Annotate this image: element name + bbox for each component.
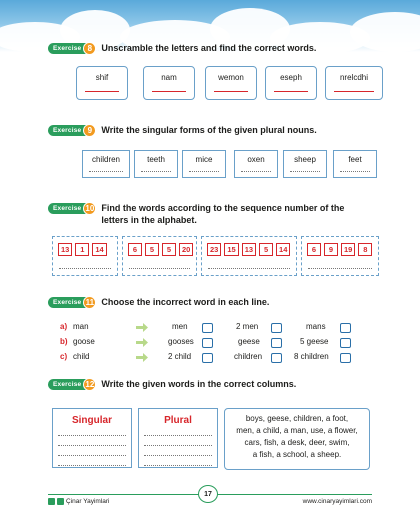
option-checkbox[interactable] — [202, 338, 213, 348]
website[interactable]: www.cinaryayimlari.com — [299, 498, 372, 505]
plural-noun-box[interactable]: feet — [333, 150, 377, 178]
sequence-number: 14 — [92, 243, 106, 256]
sequence-group[interactable] — [301, 236, 379, 276]
plural-column[interactable] — [138, 408, 218, 468]
option-word: 2 men — [236, 322, 259, 331]
exercise-number: 11 — [83, 296, 96, 309]
row-letter: c) — [60, 352, 68, 361]
choice-row — [60, 337, 360, 349]
exercise-number: 12 — [83, 378, 96, 391]
answer-line — [208, 268, 290, 269]
sequence-number: 19 — [341, 243, 355, 256]
base-word: man — [73, 322, 89, 331]
plural-noun-box[interactable]: children — [82, 150, 130, 178]
singular-column[interactable] — [52, 408, 132, 468]
sequence-number: 5 — [145, 243, 159, 256]
option-word: mans — [306, 322, 326, 331]
option-word: 5 geese — [300, 337, 329, 346]
scrambled-word-box[interactable]: wemon — [205, 66, 257, 100]
option-word: gooses — [168, 337, 194, 346]
exercise-number: 8 — [83, 42, 96, 55]
scrambled-word-box[interactable]: nam — [143, 66, 195, 100]
option-checkbox[interactable] — [271, 323, 282, 333]
exercise-badge: Exercise 9 — [48, 125, 94, 136]
option-word: geese — [238, 337, 260, 346]
plural-noun-box[interactable]: teeth — [134, 150, 178, 178]
answer-line — [334, 91, 374, 92]
exercise-9-header — [48, 124, 317, 136]
scrambled-word-box[interactable]: eseph — [265, 66, 317, 100]
option-checkbox[interactable] — [202, 353, 213, 363]
sequence-number: 5 — [259, 243, 273, 256]
answer-line — [89, 171, 123, 172]
scrambled-word-box[interactable]: nrelcdhi — [325, 66, 383, 100]
row-letter: b) — [60, 337, 68, 346]
column-title: Singular — [71, 415, 112, 426]
facebook-icon — [48, 498, 55, 505]
column-title: Plural — [164, 415, 192, 426]
base-word: goose — [73, 337, 95, 346]
answer-line — [85, 91, 119, 92]
sequence-number: 13 — [58, 243, 72, 256]
answer-line — [189, 171, 219, 172]
answer-line — [241, 171, 271, 172]
plural-noun-box[interactable]: mice — [182, 150, 226, 178]
sequence-number: 13 — [242, 243, 256, 256]
exercise-10-header — [48, 202, 344, 226]
exercise-10-title-line1: Find the words according to the sequence number of the — [101, 203, 345, 213]
sequence-number: 1 — [75, 243, 89, 256]
sequence-number: 5 — [162, 243, 176, 256]
sequence-number: 8 — [358, 243, 372, 256]
exercise-badge: Exercise 10 — [48, 203, 94, 214]
exercise-12-title: Write the given words in the correct columns. — [101, 379, 297, 389]
exercise-11-title: Choose the incorrect word in each line. — [101, 297, 270, 307]
scrambled-word-box[interactable]: shif — [76, 66, 128, 100]
sequence-number: 9 — [324, 243, 338, 256]
answer-line — [129, 268, 190, 269]
option-checkbox[interactable] — [340, 353, 351, 363]
choice-row — [60, 352, 360, 364]
plural-noun-box[interactable]: sheep — [283, 150, 327, 178]
sequence-number: 14 — [276, 243, 290, 256]
sequence-number: 20 — [179, 243, 193, 256]
exercise-number: 10 — [83, 202, 96, 215]
sequence-group[interactable] — [122, 236, 197, 276]
exercise-10-title-line2: letters in the alphabet. — [101, 215, 197, 225]
exercise-badge: Exercise 11 — [48, 297, 94, 308]
option-checkbox[interactable] — [271, 353, 282, 363]
choice-row — [60, 322, 360, 334]
option-checkbox[interactable] — [340, 323, 351, 333]
option-word: men — [172, 322, 188, 331]
option-word: 8 children — [294, 352, 329, 361]
answer-line — [214, 91, 248, 92]
option-checkbox[interactable] — [202, 323, 213, 333]
page-number: 17 — [198, 485, 218, 503]
sequence-group[interactable] — [52, 236, 118, 276]
exercise-8-header — [48, 42, 316, 54]
arrow-right-icon — [136, 338, 148, 347]
option-checkbox[interactable] — [271, 338, 282, 348]
answer-line — [290, 171, 320, 172]
page-footer — [48, 484, 372, 504]
word-bank: boys, geese, children, a foot, men, a child, a man, use, a flower, cars, fish, a desk, deer, swim, a fish, a school, a sheep. — [224, 408, 370, 470]
answer-line — [308, 268, 372, 269]
exercise-9-title: Write the singular forms of the given plural nouns. — [101, 125, 317, 135]
answer-line — [152, 91, 186, 92]
arrow-right-icon — [136, 323, 148, 332]
exercise-12-header — [48, 378, 296, 390]
exercise-badge: Exercise 8 — [48, 43, 94, 54]
exercise-badge: Exercise 12 — [48, 379, 94, 390]
option-word: children — [234, 352, 263, 361]
sequence-group[interactable] — [201, 236, 297, 276]
sequence-number: 6 — [307, 243, 321, 256]
option-word: 2 child — [168, 352, 192, 361]
plural-noun-box[interactable]: oxen — [234, 150, 278, 178]
exercise-number: 9 — [83, 124, 96, 137]
sequence-number: 6 — [128, 243, 142, 256]
exercise-11-header — [48, 296, 269, 308]
base-word: child — [73, 352, 90, 361]
answer-line — [274, 91, 308, 92]
instagram-icon — [57, 498, 64, 505]
answer-line — [59, 268, 111, 269]
row-letter: a) — [60, 322, 68, 331]
answer-line — [141, 171, 171, 172]
exercise-8-title: Unscramble the letters and find the correct words. — [101, 43, 317, 53]
sequence-number: 23 — [207, 243, 221, 256]
sequence-number: 15 — [224, 243, 238, 256]
publisher: Çinar Yayimlari — [48, 498, 113, 505]
answer-line — [340, 171, 370, 172]
option-checkbox[interactable] — [340, 338, 351, 348]
arrow-right-icon — [136, 353, 148, 362]
